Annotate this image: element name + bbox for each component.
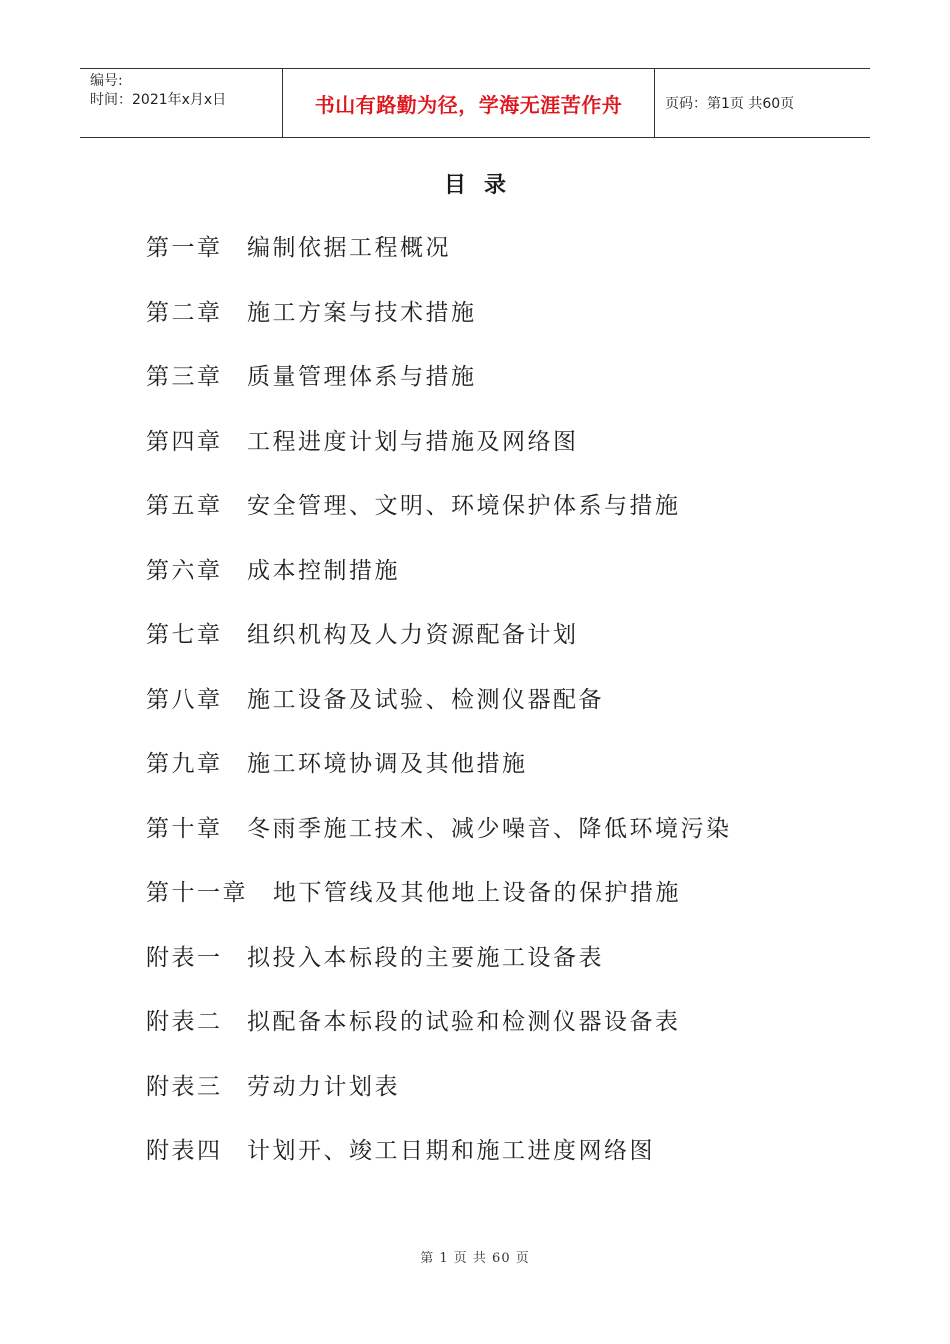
header-motto: 书山有路勤为径，学海无涯苦作舟 xyxy=(283,69,655,137)
page-footer: 第 1 页 共 60 页 xyxy=(420,1251,530,1266)
toc-item-title: 计划开、竣工日期和施工进度网络图 xyxy=(247,1138,655,1164)
toc-item-number: 第十章 xyxy=(146,815,223,842)
toc-item-number: 第四章 xyxy=(146,428,223,455)
toc-item-title: 冬雨季施工技术、减少噪音、降低环境污染 xyxy=(247,815,732,842)
toc-item-title: 编制依据工程概况 xyxy=(247,235,451,261)
toc-list xyxy=(146,224,846,1192)
toc-item-title: 地下管线及其他地上设备的保护措施 xyxy=(273,880,681,906)
toc-item[interactable] xyxy=(146,418,846,483)
toc-item[interactable] xyxy=(146,224,846,289)
toc-item[interactable] xyxy=(146,1127,846,1192)
toc-item-number: 第九章 xyxy=(146,751,223,777)
toc-item-number: 第十一章 xyxy=(146,880,248,906)
header-page-info: 页码：第1页 共60页 xyxy=(665,96,795,112)
toc-item-number: 附表三 xyxy=(146,1073,223,1100)
toc-item-title: 质量管理体系与措施 xyxy=(247,364,477,390)
toc-item-number: 第五章 xyxy=(146,493,223,519)
toc-item-number: 第三章 xyxy=(146,364,223,390)
toc-item[interactable] xyxy=(146,1063,846,1128)
toc-title: 目录 xyxy=(443,173,524,198)
toc-item-number: 附表四 xyxy=(146,1138,223,1164)
toc-item[interactable] xyxy=(146,934,846,999)
toc-item-number: 第七章 xyxy=(146,622,223,648)
toc-item[interactable] xyxy=(146,740,846,805)
toc-item[interactable] xyxy=(146,805,846,870)
toc-item-number: 第一章 xyxy=(146,235,223,261)
toc-item-number: 第八章 xyxy=(146,686,223,713)
toc-item-number: 第六章 xyxy=(146,557,223,584)
toc-item-title: 施工设备及试验、检测仪器配备 xyxy=(247,686,604,713)
toc-item[interactable] xyxy=(146,676,846,741)
header-meta xyxy=(80,69,283,137)
toc-item-title: 施工方案与技术措施 xyxy=(247,299,477,326)
toc-item-number: 附表二 xyxy=(146,1009,223,1035)
toc-item[interactable] xyxy=(146,353,846,418)
toc-item[interactable] xyxy=(146,869,846,934)
toc-item-title: 成本控制措施 xyxy=(247,557,400,584)
toc-item-title: 安全管理、文明、环境保护体系与措施 xyxy=(247,493,681,519)
toc-item-number: 第二章 xyxy=(146,299,223,326)
toc-item-title: 组织机构及人力资源配备计划 xyxy=(247,622,579,648)
toc-item[interactable] xyxy=(146,611,846,676)
toc-item-title: 劳动力计划表 xyxy=(247,1073,400,1100)
toc-item-title: 施工环境协调及其他措施 xyxy=(247,751,528,777)
time-label: 时间：2021年x月x日 xyxy=(90,92,227,108)
toc-item-title: 工程进度计划与措施及网络图 xyxy=(247,428,579,455)
toc-item-title: 拟投入本标段的主要施工设备表 xyxy=(247,944,604,971)
page-header xyxy=(80,68,870,138)
serial-label: 编号: xyxy=(90,73,123,89)
toc-item[interactable] xyxy=(146,482,846,547)
toc-item[interactable] xyxy=(146,289,846,354)
toc-item[interactable] xyxy=(146,998,846,1063)
toc-item[interactable] xyxy=(146,547,846,612)
toc-item-number: 附表一 xyxy=(146,944,223,971)
toc-item-title: 拟配备本标段的试验和检测仪器设备表 xyxy=(247,1009,681,1035)
